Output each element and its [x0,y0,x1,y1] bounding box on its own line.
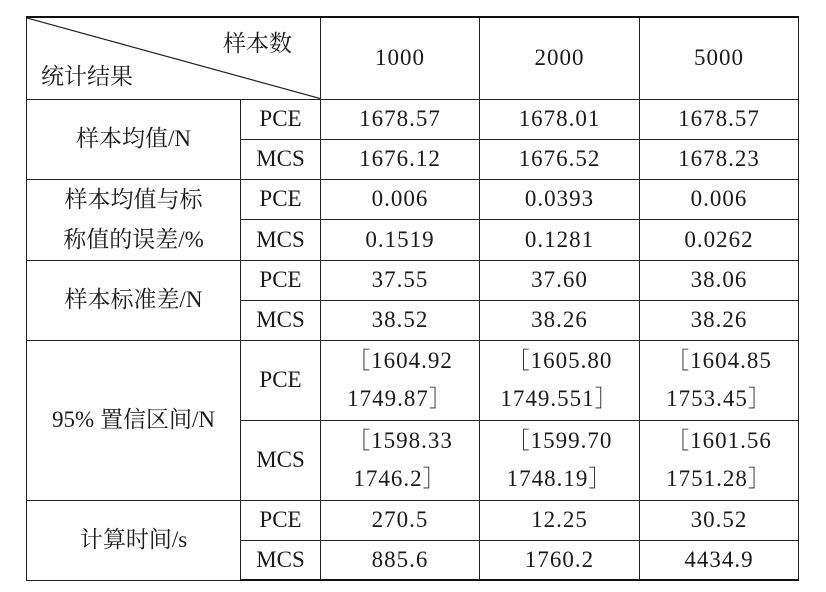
row-label-error-line2: 称值的误差/% [63,226,204,252]
interval-upper: 1748.19］ [506,466,613,491]
table-cell [321,340,480,420]
method-label: MCS [241,300,321,340]
row-label-time: 计算时间/s [27,500,241,580]
table-cell: 37.55 [321,260,480,300]
row-label-ci: 95% 置信区间/N [27,340,241,500]
table-cell: 1678.57 [640,99,799,139]
interval-lower: ［1599.70 [506,428,613,453]
method-label: MCS [241,540,321,580]
interval-lower: ［1605.80 [506,348,613,373]
interval-upper: 1749.551］ [500,386,619,411]
table-cell [640,420,799,500]
interval-lower: ［1601.56 [666,428,772,453]
interval-lower: ［1598.33 [347,428,453,453]
table-cell: 1678.23 [640,139,799,179]
header-row [27,17,799,99]
row-label-error [27,179,241,260]
table-cell: 0.0393 [480,179,640,220]
table-cell: 1678.57 [321,99,480,139]
table-cell [640,340,799,420]
table-cell: 270.5 [321,500,480,540]
table-cell: 38.26 [640,300,799,340]
table-cell: 1676.52 [480,139,640,179]
table-cell: 0.006 [321,179,480,220]
table-cell: 1760.2 [480,540,640,580]
table-cell: 1678.01 [480,99,640,139]
table-cell [321,420,480,500]
method-label: PCE [241,99,321,139]
table-cell: 0.0262 [640,220,799,261]
table-row [27,340,799,420]
method-label: MCS [241,220,321,261]
method-label: PCE [241,179,321,220]
method-label: PCE [241,260,321,300]
interval-upper: 1746.2］ [353,466,447,491]
interval-lower: ［1604.92 [347,348,453,373]
interval-lower: ［1604.85 [666,348,772,373]
table-row [27,500,799,540]
method-label: PCE [241,500,321,540]
corner-header-cell [27,17,321,99]
interval-upper: 1753.45］ [666,386,772,411]
row-label-std: 样本标准差/N [27,260,241,340]
table-cell: 1676.12 [321,139,480,179]
table-cell: 885.6 [321,540,480,580]
interval-upper: 1751.28］ [666,466,772,491]
interval-upper: 1749.87］ [347,386,453,411]
table-cell: 12.25 [480,500,640,540]
results-table [26,16,799,581]
table-cell [480,420,640,500]
table-cell: 38.06 [640,260,799,300]
table-cell: 4434.9 [640,540,799,580]
table-cell: 0.1519 [321,220,480,261]
table-cell: 38.26 [480,300,640,340]
table-cell [480,340,640,420]
table-row [27,179,799,220]
table-row [27,99,799,139]
table-row [27,260,799,300]
row-label-error-line1: 样本均值与标 [64,186,203,212]
method-label: MCS [241,139,321,179]
corner-label-samples: 样本数 [223,31,292,56]
method-label: MCS [241,420,321,500]
col-header-1000: 1000 [321,17,480,99]
col-header-2000: 2000 [480,17,640,99]
col-header-5000: 5000 [640,17,799,99]
table-cell: 38.52 [321,300,480,340]
method-label: PCE [241,340,321,420]
table-cell: 0.1281 [480,220,640,261]
row-label-mean: 样本均值/N [27,99,241,179]
table-cell: 37.60 [480,260,640,300]
corner-label-stats: 统计结果 [41,63,133,89]
table-cell: 30.52 [640,500,799,540]
table-cell: 0.006 [640,179,799,220]
